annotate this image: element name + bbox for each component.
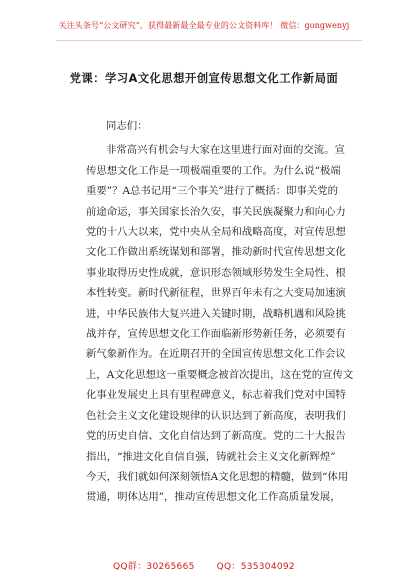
body-line: 非常高兴有机会与大家在这里进行面对面的交流。宣: [106, 144, 345, 157]
body-line: 本性转变。新时代新征程，世界百年未有之大变局加速演: [86, 287, 346, 300]
header-notice: 关注头条号“公文研究”，获得最新最全最专业的公文资料库！ 微信：gongwenyj: [58, 21, 350, 30]
header-divider: [56, 40, 362, 41]
document-body: [86, 116, 354, 508]
body-line: 今天，我们就如何深刻领悟A文化思想的精髓，做到“体用: [86, 470, 349, 483]
body-line: 指出，“推进文化自信自强，铸就社会主义文化新辉煌”: [86, 450, 336, 463]
greeting: 同志们：: [106, 120, 148, 132]
footer-qq-group: QQ群：30265665: [113, 562, 195, 572]
body-line: 进，中华民族伟大复兴进入关键时期，战略机遇和风险挑: [86, 307, 346, 320]
body-line: 文化工作做出系统谋划和部署，推动新时代宣传思想文化: [86, 246, 346, 259]
document-title: 党课：学习A文化思想开创宣传思想文化工作新局面: [69, 72, 339, 85]
body-line: 传思想文化工作是一项极端重要的工作。为什么说“极端: [86, 164, 341, 177]
body-line: 新气象新作为。在近期召开的全国宣传思想文化工作会议: [86, 348, 346, 361]
body-line: 色社会主义文化建设规律的认识达到了新高度，表明我们: [86, 409, 346, 422]
body-line: 化事业发展史上具有里程碑意义，标志着我们党对中国特: [86, 389, 346, 402]
body-line: 事业取得历史性成就，意识形态领域形势发生全局性、根: [86, 266, 346, 279]
body-line: 上，A文化思想这一重要概念被首次提出，这在党的宣传文: [86, 368, 354, 381]
body-line: 党的历史自信、文化自信达到了新高度。党的二十大报告: [86, 430, 346, 443]
body-line: 前途命运，事关国家长治久安，事关民族凝聚力和向心力: [86, 205, 346, 218]
body-line: 战并存，宣传思想文化工作面临新形势新任务，必须要有: [86, 328, 346, 341]
footer-contact: [0, 559, 408, 572]
body-line: 贯通，明体达用”，推动宣传思想文化工作高质量发展，: [86, 491, 341, 504]
body-line: 重要”？A总书记用“三个事关”进行了概括：即事关党的: [86, 185, 339, 198]
footer-qq: QQ：535304092: [216, 562, 295, 572]
body-line: 党的十八大以来，党中央从全局和战略高度，对宣传思想: [86, 226, 346, 239]
